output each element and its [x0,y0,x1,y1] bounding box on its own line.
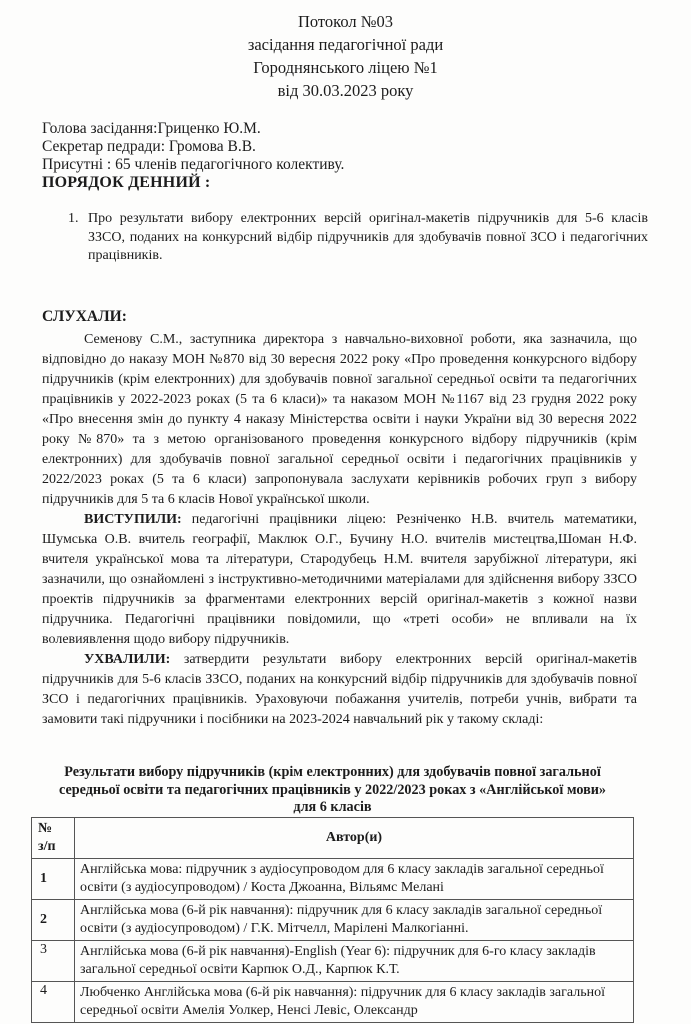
header-number-abbr: з/п [38,839,56,854]
spoke-heading: ВИСТУПИЛИ: [84,512,182,527]
agenda-heading: ПОРЯДОК ДЕННИЙ : [42,174,211,191]
chair-line: Голова засідання:Гриценко Ю.М. [42,120,261,137]
table-caption [30,764,635,817]
textbook-results-table [31,817,634,1023]
row-number: 1 [32,859,75,900]
table-caption-line: Результати вибору підручників (крім електронних) для здобувачів повної загальної [64,764,601,780]
row-description: Любченко Англійська мова (6-й рік навчання): підручник для 6 класу закладів загальної середньої освіти Амелія Уолкер, Ненсі Левіс, Олександр [75,982,634,1023]
agenda-item-number: 1. [68,211,79,226]
spoke-paragraph [42,510,637,650]
decided-paragraph [42,650,637,730]
row-description: Англійська мова (6-й рік навчання)-English (Year 6): підручник для 6-го класу закладів загальної середньої освіти Карпюк О.Д., Карпюк К.Т. [75,941,634,982]
secretary-line: Секретар педради: Громова В.В. [42,138,256,155]
header-number [32,818,75,859]
table-header-row [32,818,634,859]
protocol-body [42,330,637,730]
spoke-text: педагогічні працівники ліцею: Резніченко Н.В. вчитель математики, Шумська О.В. вчитель географії, Маклюк О.Г., Бучину Н.О. вчителів мистецтва,Шоман Н.Ф. вчителя української мова та літератури, Стародубець Н.М. вчителя зарубіжної літератури, які зазначили, що ознайомлені з інструктивно-методичними матеріалами для здійснення вибору ЗЗСО проектів підручників за фрагментами електронних версій оригінал-макетів з кожної назви підручника. Педагогічні працівники повідомили, що «треті особи» не впливали на їх волевиявлення щодо вибору підручників. [42,512,637,647]
table-row [32,941,634,982]
heard-paragraph: Семенову С.М., заступника директора з навчально-виховної роботи, яка зазначила, що відповідно до наказу МОН №870 від 30 вересня 2022 року «Про проведення конкурсного відбору підручників (крім електронних) для здобувачів повної загальної середньої освіти та педагогічних працівників у 2022-2023 роках (5 та 6 класи)» та наказом МОН №1167 від 23 грудня 2022 року «Про внесення змін до пункту 4 наказу Міністерства освіти і науки України від 30 вересня 2022 року №870» та з метою організованого проведення конкурсного відбору підручників (крім електронних) для здобувачів повної загальної середньої освіти і педагогічних працівників у 2022/2023 роках (5 та 6 класи) запропонувала заслухати керівників робочих груп з вибору підручників для 5 та 6 класів Нової української школи. [42,332,637,507]
meeting-date: від 30.03.2023 року [277,81,414,100]
decided-text: затвердити результати вибору електронних версій оригінал-макетів підручників для 5-6 класів ЗЗСО, поданих на конкурсний відбір підручників для здобувачів повної ЗСО і педагогічних працівників. Ураховуючи побажання учителів, потреби учнів, вибрати та замовити такі підручники і посібники на 2023-2024 навчальний рік у такому складі: [42,652,637,727]
table-row [32,900,634,941]
heard-heading: СЛУХАЛИ: [42,308,127,325]
agenda-list [68,210,648,266]
row-number: 3 [32,941,75,982]
present-line: Присутні : 65 членів педагогічного колективу. [42,156,345,173]
table-row [32,859,634,900]
row-number: 2 [32,900,75,941]
institution-name: Городнянського ліцею №1 [253,58,438,77]
document-title [0,10,691,102]
protocol-number: Потокол №03 [297,12,393,31]
row-number: 4 [32,982,75,1023]
header-authors: Автор(и) [75,818,634,859]
decided-heading: УХВАЛИЛИ: [84,652,171,667]
table-caption-line: для 6 класів [293,799,372,815]
header-number-symbol: № [38,821,53,836]
meeting-type: засідання педагогічної ради [247,35,444,54]
row-description: Англійська мова (6-й рік навчання): підручник для 6 класу закладів загальної середньої освіти (з аудіосупроводом) / Г.К. Мітчелл, Марілені Малкогіанні. [75,900,634,941]
row-description: Англійська мова: підручник з аудіосупроводом для 6 класу закладів загальної середньої освіти (з аудіосупроводом) / Коста Джоанна, Вільямс Мелані [75,859,634,900]
meeting-meta [42,120,344,192]
table-caption-line: середньої освіти та педагогічних працівників у 2022/2023 роках з «Англійської мови» [58,781,607,798]
agenda-item-text: Про результати вибору електронних версій оригінал-макетів підручників для 5-6 класів ЗЗСО, поданих на конкурсний відбір підручників для здобувачів повної ЗСО і педагогічних працівників. [88,211,648,263]
agenda-item [68,210,648,266]
table-row [32,982,634,1023]
